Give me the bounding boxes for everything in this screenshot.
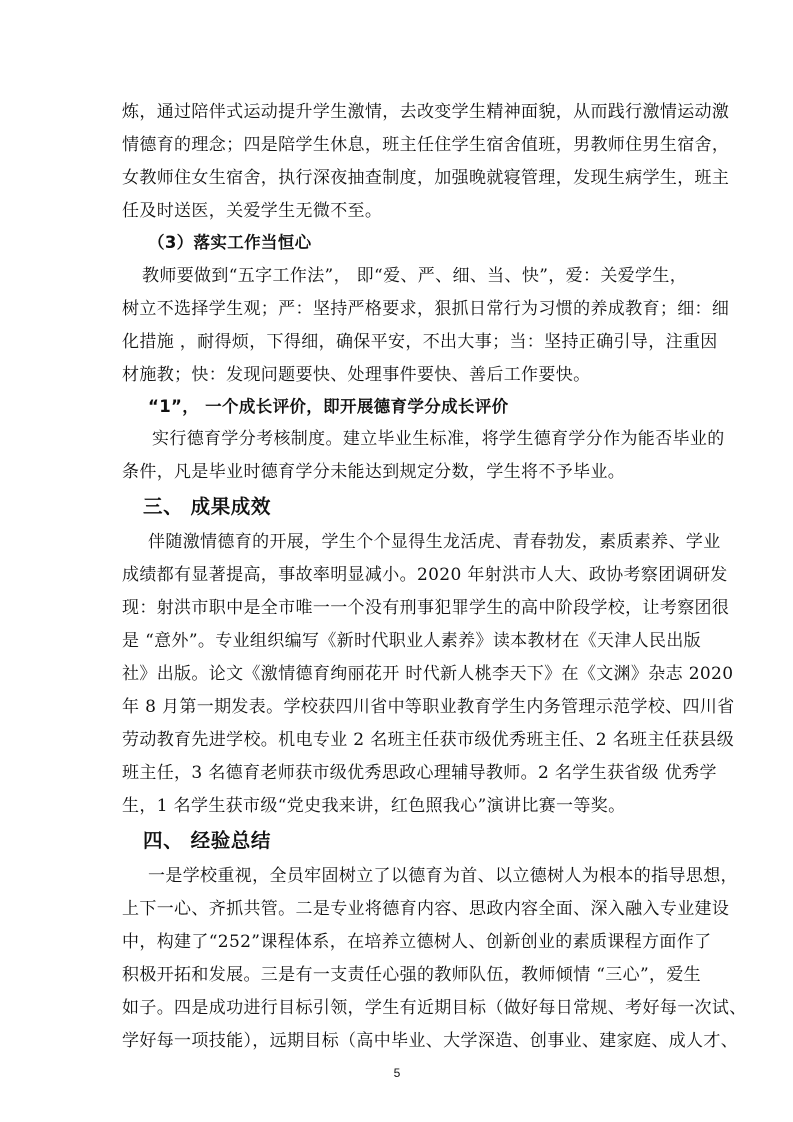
paragraph-line: 任及时送医，关爱学生无微不至。 <box>122 201 383 221</box>
paragraph-line: 女教师住女生宿舍，执行深夜抽查制度，加强晚就寝管理，发现生病学生，班主 <box>122 168 730 188</box>
paragraph-line: 树立不选择学生观；严：坚持严格要求，狠抓日常行为习惯的养成教育；细：细 <box>122 299 730 319</box>
paragraph-line: 学好每一项技能），远期目标（高中毕业、大学深造、创事业、建家庭、成人才、 <box>122 1031 739 1051</box>
subheading: “1”， 一个成长评价，即开展德育学分成长评价 <box>148 397 509 416</box>
paragraph-line: 班主任，3 名德育老师获市级优秀思政心理辅导教师。2 名学生获省级 优秀学 <box>122 763 717 783</box>
paragraph-line: 是 “意外”。专业组织编写《新时代职业人素养》读本教材在《天津人民出版 <box>122 631 702 651</box>
subheading: （3）落实工作当恒心 <box>148 233 312 252</box>
paragraph-line: 社》出版。论文《激情德育绚丽花开 时代新人桃李天下》在《文渊》杂志 2020 <box>122 664 734 684</box>
paragraph-line: 上下一心、齐抓共管。二是专业将德育内容、思政内容全面、深入融入专业建设 <box>122 899 730 919</box>
paragraph-line: 生，1 名学生获市级“党史我来讲，红色照我心”演讲比赛一等奖。 <box>122 796 626 816</box>
paragraph-line: 教师要做到“五字工作法”， 即“爱、严、细、当、快”，爱：关爱学生， <box>142 266 688 286</box>
paragraph-line: 炼，通过陪伴式运动提升学生激情，去改变学生精神面貌，从而践行激情运动激 <box>122 102 730 122</box>
paragraph-line: 积极开拓和发展。三是有一支责任心强的教师队伍，教师倾情 “三心”，爱生 <box>122 965 702 985</box>
section-heading: 三、 成果成效 <box>143 495 271 518</box>
paragraph-line: 如子。四是成功进行目标引领，学生有近期目标（做好每日常规、考好每一次试、 <box>122 998 747 1018</box>
section-heading: 四、 经验总结 <box>143 829 271 852</box>
paragraph-line: 劳动教育先进学校。机电专业 2 名班主任获市级优秀班主任、2 名班主任获县级 <box>122 730 735 750</box>
paragraph-line: 化措施 ，耐得烦，下得细，确保平安，不出大事；当：坚持正确引导，注重因 <box>122 332 718 352</box>
page-number: 5 <box>393 1066 401 1080</box>
paragraph-line: 现：射洪市职中是全市唯一一个没有刑事犯罪学生的高中阶段学校，让考察团很 <box>122 598 730 618</box>
paragraph-line: 中，构建了“252”课程体系，在培养立德树人、创新创业的素质课程方面作了 <box>122 932 712 952</box>
paragraph-line: 一是学校重视，全员牢固树立了以德育为首、以立德树人为根本的指导思想， <box>148 866 738 886</box>
paragraph-line: 实行德育学分考核制度。建立毕业生标准，将学生德育学分作为能否毕业的 <box>152 429 725 449</box>
paragraph-line: 材施教；快：发现问题要快、处理事件要快、善后工作要快。 <box>122 365 591 385</box>
paragraph-line: 伴随激情德育的开展，学生个个显得生龙活虎、青春勃发，素质素养、学业 <box>148 532 721 552</box>
paragraph-line: 情德育的理念；四是陪学生休息，班主任住学生宿舍值班，男教师住男生宿舍， <box>122 135 730 155</box>
paragraph-line: 年 8 月第一期发表。学校获四川省中等职业教育学生内务管理示范学校、四川省 <box>122 697 735 717</box>
paragraph-line: 条件，凡是毕业时德育学分未能达到规定分数，学生将不予毕业。 <box>122 462 626 482</box>
paragraph-line: 成绩都有显著提高，事故率明显减小。2020 年射洪市人大、政协考察团调研发 <box>122 565 728 585</box>
